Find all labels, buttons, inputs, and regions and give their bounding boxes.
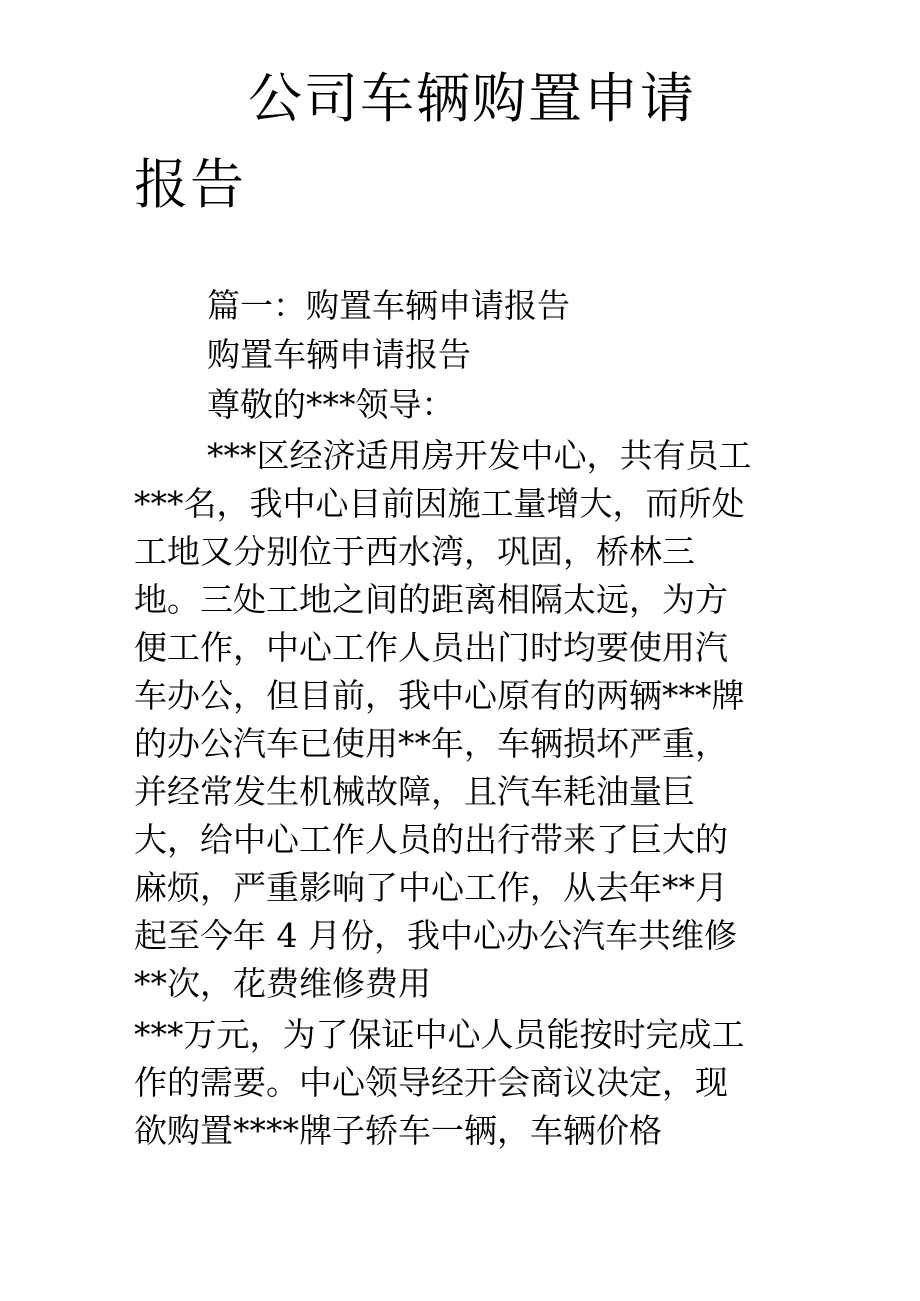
salutation: 尊敬的***领导：	[207, 385, 455, 424]
body-line: 起至今年 4 月份，我中心办公汽车共维修	[134, 916, 737, 955]
body-line: 欲购置****牌子轿车一辆，车辆价格	[134, 1111, 662, 1150]
body-line: 工地又分别位于西水湾，巩固，桥林三	[134, 532, 695, 571]
document-title-line-2: 报告	[134, 153, 246, 216]
report-subtitle: 购置车辆申请报告	[207, 335, 471, 374]
body-line: ***区经济适用房开发中心，共有员工	[207, 436, 752, 475]
body-line: ***名，我中心目前因施工量增大，而所处	[134, 484, 745, 523]
document-title-line-1: 公司车辆购置申请	[248, 67, 696, 130]
body-line: 车办公，但目前，我中心原有的两辆***牌	[134, 676, 745, 715]
section-heading: 篇一：购置车辆申请报告	[207, 286, 570, 325]
body-line: 的办公汽车已使用**年，车辆损坏严重，	[134, 724, 728, 763]
body-line: 地。三处工地之间的距离相隔太远，为方	[134, 580, 728, 619]
body-line: 便工作，中心工作人员出门时均要使用汽	[134, 628, 728, 667]
body-line: ***万元，为了保证中心人员能按时完成工	[134, 1015, 745, 1054]
body-line: **次，花费维修费用	[134, 964, 431, 1003]
body-line: 麻烦，严重影响了中心工作，从去年**月	[134, 868, 728, 907]
body-line: 作的需要。中心领导经开会商议决定，现	[134, 1063, 728, 1102]
body-line: 大，给中心工作人员的出行带来了巨大的	[134, 820, 728, 859]
body-line: 并经常发生机械故障，且汽车耗油量巨	[134, 772, 695, 811]
